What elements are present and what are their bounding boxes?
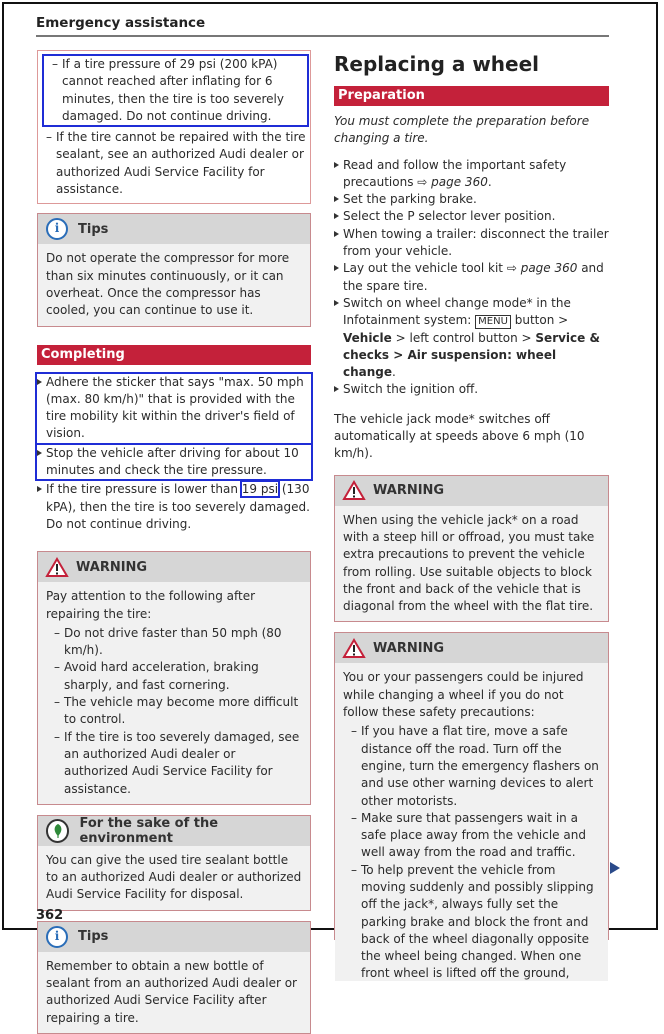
tips-box-1 <box>37 213 311 326</box>
prep-step-5 <box>334 260 609 295</box>
warning-item: – Do not drive faster than 50 mph (80 km/h). <box>46 625 302 660</box>
warning-title-1: WARNING <box>76 559 148 575</box>
leaf-icon <box>46 819 69 843</box>
warning-triangle-icon <box>343 639 365 658</box>
prep-step-7: Switch the ignition off. <box>334 381 609 398</box>
completing-heading: Completing <box>37 345 311 365</box>
warning-body-3 <box>335 663 608 981</box>
warning-box-2 <box>334 475 609 623</box>
section-title: Replacing a wheel <box>334 52 540 76</box>
completing-step-1: Adhere the sticker that says "max. 50 mph (max. 80 km/h)" that is provided with the tire mobility kit within the driver's field of vision. <box>37 374 311 443</box>
step3-text-before: If the tire pressure is lower than <box>46 482 242 497</box>
left-column <box>37 50 311 1034</box>
pressure-box <box>37 50 311 204</box>
preparation-intro: You must complete the preparation before changing a tire. <box>334 114 590 146</box>
pressure-item-1: – If a tire pressure of 29 psi (200 kPA) cannot reached after inflating for 6 minutes, then the tire is too severely damaged. Do not continue driving. <box>44 56 307 125</box>
prep-step-5-after: and the spare tire. <box>343 261 604 293</box>
warning-item: – The vehicle may become more difficult to control. <box>46 694 302 729</box>
warning-body-2: When using the vehicle jack* on a road with a steep hill or offroad, you must take extra precautions to prevent the vehicle from rolling. Use suitable objects to block the front and back of the vehicle that is diagonal from the wheel with the flat tire. <box>335 506 608 622</box>
tips-header-1 <box>38 214 310 244</box>
warning-title-2: WARNING <box>373 483 445 499</box>
warning-item: – Avoid hard acceleration, braking sharply, and fast cornering. <box>46 659 302 694</box>
service-menu-path: Service & checks > Air suspension: wheel change <box>343 330 600 380</box>
completing-step-2: Stop the vehicle after driving for about 10 minutes and check the tire pressure. <box>37 445 311 480</box>
warning-header-1 <box>38 552 310 582</box>
tips-title-2: Tips <box>78 929 109 945</box>
completing-steps <box>37 374 311 534</box>
warning-header-2 <box>335 476 608 506</box>
prep-step-6 <box>334 295 609 381</box>
warning-title-3: WARNING <box>373 640 445 656</box>
warning-intro-3: You or your passengers could be injured while changing a wheel if you do not follow these safety precautions: <box>343 670 584 720</box>
prep-step-3: Select the P selector lever position. <box>334 208 609 225</box>
preparation-heading: Preparation <box>334 86 609 106</box>
info-icon: i <box>46 926 68 948</box>
vehicle-menu-path: Vehicle <box>343 330 392 345</box>
info-icon: i <box>46 218 68 240</box>
prep-step-6-a: Switch on wheel change mode* in the Infotainment system: <box>343 295 571 328</box>
next-page-arrow-icon[interactable] <box>610 862 620 874</box>
step3-text-after: (130 kPA), then the tire is too severely damaged. Do not continue driving. <box>46 482 310 531</box>
menu-key: MENU <box>475 315 511 329</box>
page-ref-link[interactable]: ⇨ page 360 <box>417 174 488 189</box>
page-number: 362 <box>36 908 64 923</box>
warning-item: – Make sure that passengers wait in a safe place away from the vehicle and well away from the road and traffic. <box>343 810 600 862</box>
warning-box-3 <box>334 632 609 981</box>
tips-header-2 <box>38 922 310 952</box>
warning-body-1 <box>38 582 310 804</box>
warning-header-3 <box>335 633 608 663</box>
environment-box <box>37 815 311 911</box>
preparation-steps <box>334 157 609 399</box>
warning-intro-1: Pay attention to the following after repairing the tire: <box>46 589 256 621</box>
warning-item: – To help prevent the vehicle from moving suddenly and possibly slipping off the jack*, always fully set the parking brake and block the front and back of the wheel diagonally opposite the wheel being changed. When one front wheel is lifted off the ground, <box>343 862 600 983</box>
prep-step-6-b: button > <box>510 313 569 328</box>
page-header: Emergency assistance <box>36 15 206 31</box>
pressure-item-2: – If the tire cannot be repaired with the tire sealant, see an authorized Audi dealer or authorized Audi Service Facility for assistance. <box>38 129 307 198</box>
page-ref-link[interactable]: ⇨ page 360 <box>506 261 578 276</box>
environment-header <box>38 816 310 846</box>
tips-title-1: Tips <box>78 221 109 237</box>
jack-note: The vehicle jack mode* switches off automatically at speeds above 6 mph (10 km/h). <box>334 411 585 461</box>
tips-box-2 <box>37 921 311 1034</box>
prep-step-4: When towing a trailer: disconnect the trailer from your vehicle. <box>334 226 609 261</box>
prep-step-6-c: > left control button > <box>391 330 536 345</box>
warning-item: – If you have a flat tire, move a safe distance off the road. Turn off the engine, turn the emergency flashers on and use other warning devices to alert other motorists. <box>343 723 600 809</box>
tips-body-1: Do not operate the compressor for more than six minutes continuously, or it can overheat. Once the compressor has cooled, you can continue to use it. <box>38 244 310 325</box>
right-column <box>334 50 609 981</box>
tips-body-2: Remember to obtain a new bottle of sealant from an authorized Audi dealer or authorized Audi Service Facility after repairing a tire. <box>38 952 310 1033</box>
environment-body: You can give the used tire sealant bottle to an authorized Audi dealer or authorized Audi Service Facility for disposal. <box>38 846 310 910</box>
warning-triangle-icon <box>343 481 365 500</box>
prep-step-2: Set the parking brake. <box>334 191 609 208</box>
warning-triangle-icon <box>46 558 68 577</box>
warning-item: – If the tire is too severely damaged, see an authorized Audi dealer or authorized Audi Service Facility for assistance. <box>46 729 302 798</box>
environment-title: For the sake of the environment <box>79 815 219 846</box>
warning-box-1 <box>37 551 311 805</box>
prep-step-1-text: Read and follow the important safety precautions <box>343 157 567 189</box>
header-divider <box>36 35 609 37</box>
prep-step-5-text: Lay out the vehicle tool kit <box>343 261 507 276</box>
completing-step-3 <box>37 481 311 533</box>
pressure-threshold: 19 psi <box>241 482 279 497</box>
prep-step-1: Read and follow the important safety precautions ⇨ page 360. <box>334 157 609 192</box>
prep-step-6-d: . <box>392 365 396 380</box>
